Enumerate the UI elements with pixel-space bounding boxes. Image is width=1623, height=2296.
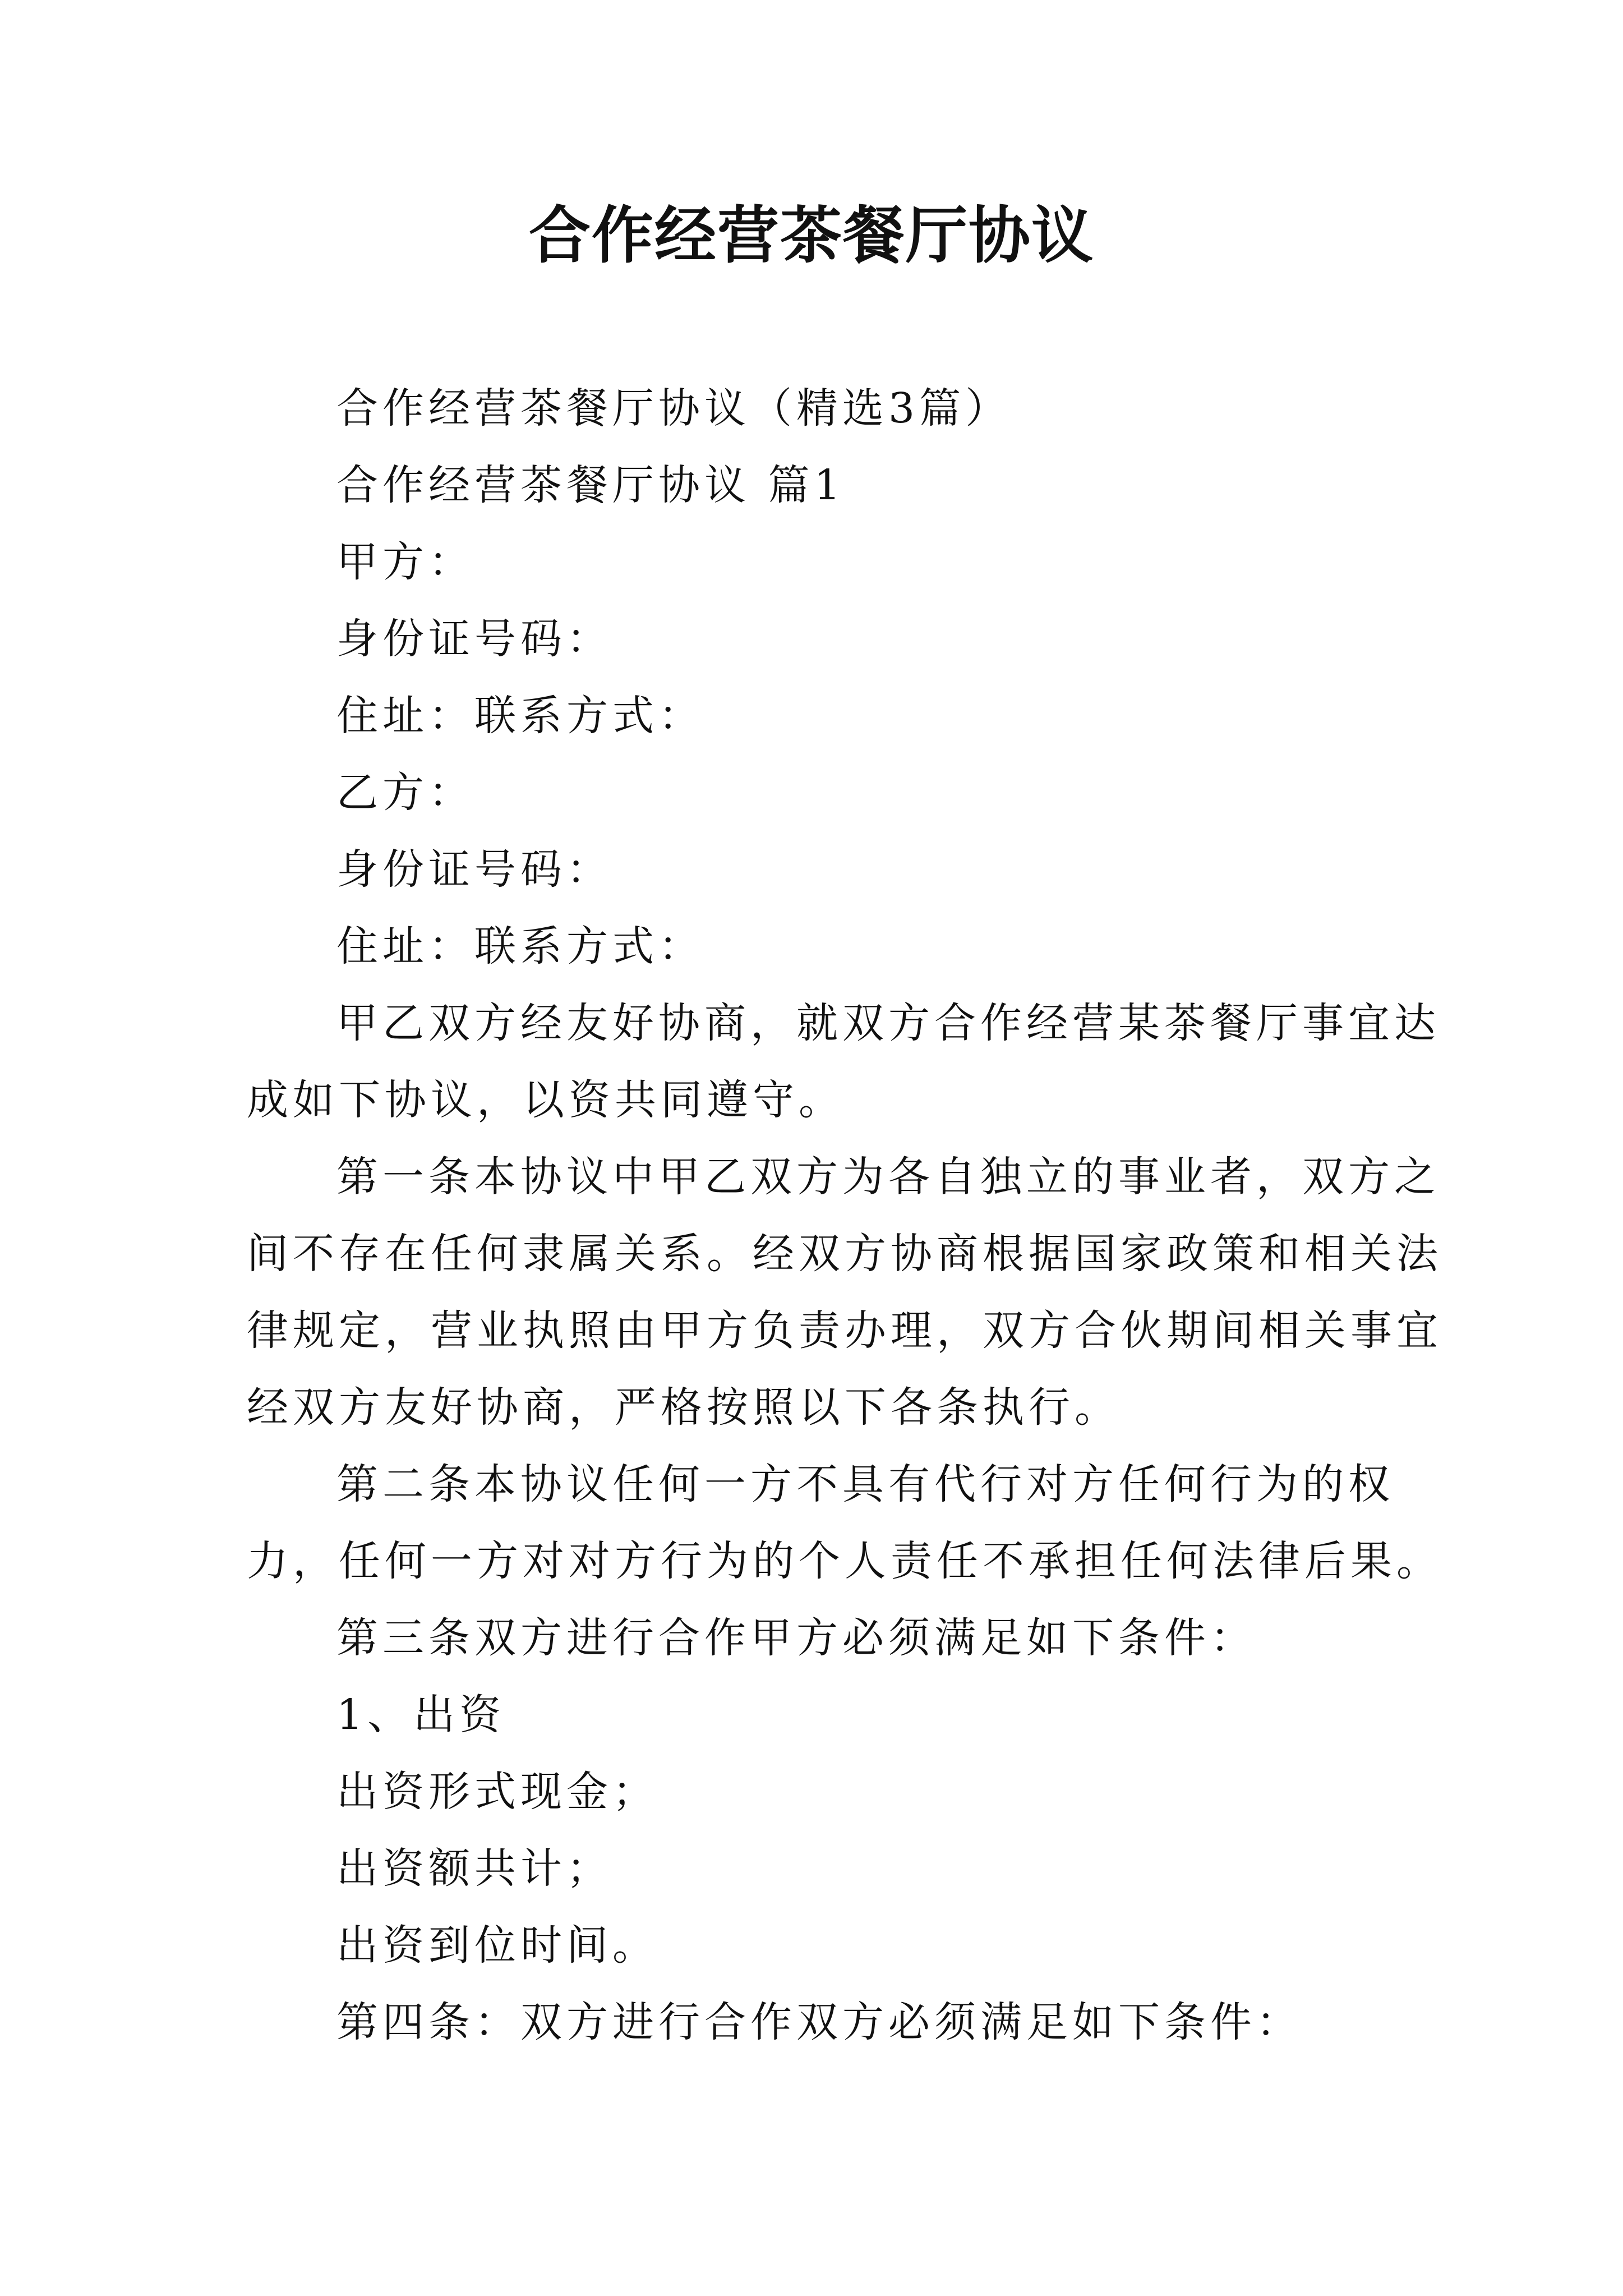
text-line: 经双方友好协商，严格按照以下各条执行。 <box>247 1383 1121 1432</box>
text-line: 第四条：双方进行合作双方必须满足如下条件： <box>336 1998 1302 2046</box>
text-line: 身份证号码： <box>336 845 612 894</box>
text-line: 出资形式现金； <box>336 1768 658 1816</box>
text-line: 合作经营茶餐厅协议 篇1 <box>336 461 845 509</box>
document-body <box>247 370 1442 2061</box>
text-line: 甲乙双方经友好协商，就双方合作经营某茶餐厅事宜达 <box>336 999 1440 1047</box>
text-line: 出资额共计； <box>336 1844 612 1893</box>
text-line: 第二条本协议任何一方不具有代行对方任何行为的权 <box>336 1460 1394 1508</box>
text-line: 第一条本协议中甲乙双方为各自独立的事业者，双方之 <box>336 1153 1440 1201</box>
text-line: 出资到位时间。 <box>336 1921 658 1970</box>
text-line: 住址：联系方式： <box>336 922 704 970</box>
text-line: 力，任何一方对对方行为的个人责任不承担任何法律后果。 <box>247 1537 1442 1585</box>
document-title: 合作经营茶餐厅协议 <box>529 199 1094 272</box>
text-line: 身份证号码： <box>336 615 612 663</box>
text-line: 律规定，营业执照由甲方负责办理，双方合伙期间相关事宜 <box>247 1306 1442 1355</box>
text-line: 1、出资 <box>336 1691 506 1739</box>
text-line: 甲方： <box>336 538 474 586</box>
text-line: 成如下协议，以资共同遵守。 <box>247 1076 845 1124</box>
text-line: 合作经营茶餐厅协议（精选3篇） <box>336 384 1012 432</box>
text-line: 乙方： <box>336 769 474 817</box>
text-line: 第三条双方进行合作甲方必须满足如下条件： <box>336 1614 1256 1662</box>
text-line: 住址：联系方式： <box>336 692 704 740</box>
text-line: 间不存在任何隶属关系。经双方协商根据国家政策和相关法 <box>247 1230 1442 1278</box>
